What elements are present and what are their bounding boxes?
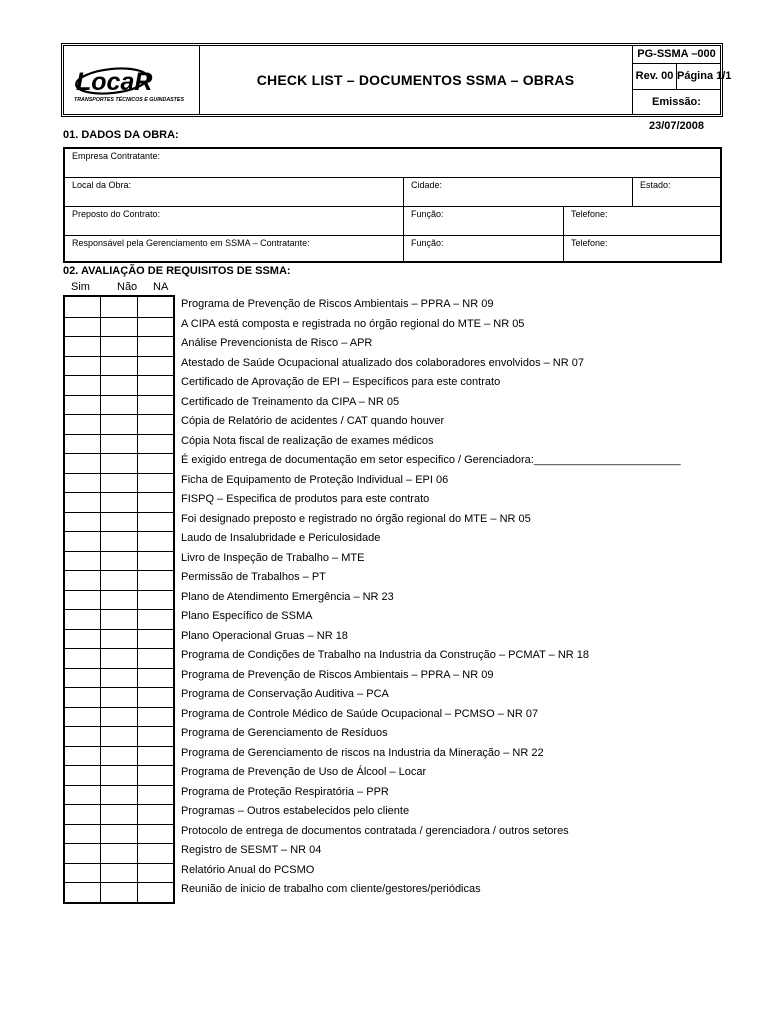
- checkbox-row: [65, 297, 173, 317]
- checklist-item: Plano Operacional Gruas – NR 18: [181, 629, 348, 642]
- checklist-items: [181, 295, 741, 900]
- checkbox-na[interactable]: [137, 747, 173, 766]
- checklist-item: Programas – Outros estabelecidos pelo cliente: [181, 805, 410, 817]
- logo-cell: [64, 46, 200, 114]
- checklist-item: Programa de Proteção Respiratória – PPR: [181, 785, 389, 798]
- checkbox-na[interactable]: [137, 649, 173, 668]
- checkbox-nao[interactable]: [100, 883, 136, 902]
- checkbox-nao[interactable]: [100, 610, 136, 629]
- checklist-item: Ficha de Equipamento de Proteção Individual – EPI 06: [181, 473, 449, 486]
- checkbox-row: [65, 336, 173, 356]
- checkbox-row: [65, 863, 173, 883]
- checklist-item: Protocolo de entrega de documentos contratada / gerenciadora / outros setores: [181, 824, 569, 837]
- checkbox-nao[interactable]: [100, 669, 136, 688]
- checklist-item: Plano Específico de SSMA: [181, 610, 313, 622]
- column-header-nao: Não: [117, 281, 138, 293]
- checkbox-sim[interactable]: [65, 396, 100, 415]
- checkbox-na[interactable]: [137, 376, 173, 395]
- checkbox-na[interactable]: [137, 708, 173, 727]
- checkbox-row: [65, 375, 173, 395]
- checklist-item: Livro de Inspeção de Trabalho – MTE: [181, 551, 365, 564]
- checkbox-sim[interactable]: [65, 297, 100, 317]
- checkbox-nao[interactable]: [100, 357, 136, 376]
- checkbox-nao[interactable]: [100, 454, 136, 473]
- checkbox-nao[interactable]: [100, 786, 136, 805]
- document-code: PG-SSMA –000: [633, 46, 720, 64]
- checkbox-sim[interactable]: [65, 552, 100, 571]
- checkbox-nao[interactable]: [100, 337, 136, 356]
- checklist-item: FISPQ – Especifica de produtos para este contrato: [181, 493, 430, 505]
- checkbox-row: [65, 804, 173, 824]
- cidade-field[interactable]: Cidade:: [403, 178, 632, 206]
- checklist-item: Programa de Condições de Trabalho na Industria da Construção – PCMAT – NR 18: [181, 649, 590, 661]
- checkbox-na[interactable]: [137, 552, 173, 571]
- checkbox-sim[interactable]: [65, 435, 100, 454]
- empresa-field[interactable]: Empresa Contratante:: [72, 151, 161, 161]
- checkbox-sim[interactable]: [65, 493, 100, 512]
- checkbox-sim[interactable]: [65, 415, 100, 434]
- checkbox-na[interactable]: [137, 493, 173, 512]
- checklist-item: Cópia de Relatório de acidentes / CAT quando houver: [181, 415, 445, 427]
- page-number: Página 1/1: [677, 64, 720, 90]
- checkbox-na[interactable]: [137, 454, 173, 473]
- checklist-item: A CIPA está composta e registrada no órgão regional do MTE – NR 05: [181, 317, 525, 330]
- checkbox-sim[interactable]: [65, 727, 100, 746]
- funcao-field-1[interactable]: Função:: [403, 207, 563, 235]
- local-obra-field[interactable]: Local da Obra:: [72, 180, 132, 190]
- checkbox-sim[interactable]: [65, 591, 100, 610]
- checkbox-sim[interactable]: [65, 318, 100, 337]
- checkbox-sim[interactable]: [65, 766, 100, 785]
- checkbox-na[interactable]: [137, 727, 173, 746]
- checkbox-row: [65, 882, 173, 902]
- checklist-item: Programa de Prevenção de Uso de Álcool – Locar: [181, 766, 427, 778]
- checkbox-nao[interactable]: [100, 825, 136, 844]
- checkbox-nao[interactable]: [100, 591, 136, 610]
- checkbox-row: [65, 531, 173, 551]
- checkbox-nao[interactable]: [100, 552, 136, 571]
- section-title-avaliacao: 02. AVALIAÇÃO DE REQUISITOS DE SSMA:: [63, 265, 291, 277]
- checkbox-na[interactable]: [137, 688, 173, 707]
- checkbox-sim[interactable]: [65, 805, 100, 824]
- checkbox-row: [65, 843, 173, 863]
- checklist-item: Programa de Controle Médico de Saúde Ocupacional – PCMSO – NR 07: [181, 707, 539, 720]
- checkbox-nao[interactable]: [100, 435, 136, 454]
- checkbox-row: [65, 668, 173, 688]
- checkbox-nao[interactable]: [100, 415, 136, 434]
- checkbox-row: [65, 512, 173, 532]
- checkbox-sim[interactable]: [65, 337, 100, 356]
- checklist-item: Relatório Anual do PCSMO: [181, 863, 315, 876]
- checkbox-na[interactable]: [137, 474, 173, 493]
- checkbox-row: [65, 356, 173, 376]
- checkbox-row: [65, 551, 173, 571]
- checkbox-nao[interactable]: [100, 844, 136, 863]
- checkbox-sim[interactable]: [65, 454, 100, 473]
- checkbox-row: [65, 746, 173, 766]
- checklist-item: Programa de Conservação Auditiva – PCA: [181, 688, 389, 700]
- checkbox-na[interactable]: [137, 591, 173, 610]
- checkbox-nao[interactable]: [100, 766, 136, 785]
- checkbox-na[interactable]: [137, 669, 173, 688]
- checklist-item: Plano de Atendimento Emergência – NR 23: [181, 590, 394, 603]
- checkbox-row: [65, 765, 173, 785]
- locar-logo: [72, 66, 192, 104]
- form-row-preposto: [65, 206, 720, 235]
- checkbox-na[interactable]: [137, 297, 173, 317]
- logo-wordmark: LocaR: [76, 68, 153, 96]
- checklist-item: Cópia Nota fiscal de realização de exames médicos: [181, 434, 434, 447]
- checkbox-row: [65, 414, 173, 434]
- checkbox-na[interactable]: [137, 513, 173, 532]
- checkbox-nao[interactable]: [100, 688, 136, 707]
- checkbox-nao[interactable]: [100, 493, 136, 512]
- checkbox-sim[interactable]: [65, 747, 100, 766]
- checkbox-na[interactable]: [137, 825, 173, 844]
- checklist-item: Programa de Prevenção de Riscos Ambientais – PPRA – NR 09: [181, 668, 494, 681]
- preposto-field[interactable]: Preposto do Contrato:: [72, 209, 161, 219]
- checkbox-na[interactable]: [137, 786, 173, 805]
- checklist-item: Programa de Gerenciamento de riscos na Industria da Mineração – NR 22: [181, 746, 544, 759]
- checkbox-sim[interactable]: [65, 786, 100, 805]
- checkbox-na[interactable]: [137, 357, 173, 376]
- checkbox-na[interactable]: [137, 630, 173, 649]
- checkbox-nao[interactable]: [100, 396, 136, 415]
- checkbox-na[interactable]: [137, 435, 173, 454]
- checkbox-row: [65, 707, 173, 727]
- checklist-item: Registro de SESMT – NR 04: [181, 844, 322, 856]
- checkbox-na[interactable]: [137, 396, 173, 415]
- checkbox-sim[interactable]: [65, 708, 100, 727]
- checkbox-nao[interactable]: [100, 571, 136, 590]
- checkbox-na[interactable]: [137, 864, 173, 883]
- column-header-sim: Sim: [71, 281, 90, 293]
- checkbox-nao[interactable]: [100, 513, 136, 532]
- checkbox-row: [65, 590, 173, 610]
- checkbox-sim[interactable]: [65, 883, 100, 902]
- checkbox-sim[interactable]: [65, 610, 100, 629]
- checkbox-na[interactable]: [137, 318, 173, 337]
- responsavel-ssma-field[interactable]: Responsável pela Gerenciamento em SSMA – Contratante:: [72, 238, 310, 248]
- checkbox-na[interactable]: [137, 532, 173, 551]
- checkbox-nao[interactable]: [100, 649, 136, 668]
- checkbox-row: [65, 726, 173, 746]
- checkbox-nao[interactable]: [100, 727, 136, 746]
- checkbox-sim[interactable]: [65, 669, 100, 688]
- checkbox-nao[interactable]: [100, 376, 136, 395]
- checkbox-nao[interactable]: [100, 532, 136, 551]
- column-header-na: NA: [153, 281, 169, 293]
- checkbox-row: [65, 434, 173, 454]
- checkbox-nao[interactable]: [100, 297, 136, 317]
- checkbox-sim[interactable]: [65, 630, 100, 649]
- checkbox-sim[interactable]: [65, 474, 100, 493]
- checkbox-row: [65, 824, 173, 844]
- checkbox-nao[interactable]: [100, 474, 136, 493]
- checklist-item: Laudo de Insalubridade e Periculosidade: [181, 532, 381, 544]
- checkbox-sim[interactable]: [65, 357, 100, 376]
- checkbox-nao[interactable]: [100, 318, 136, 337]
- checkbox-row: [65, 453, 173, 473]
- checkbox-row: [65, 785, 173, 805]
- dados-obra-form: [63, 147, 722, 263]
- document-header: [61, 43, 732, 132]
- form-row-responsavel: [65, 235, 720, 261]
- checklist-item: Permissão de Trabalhos – PT: [181, 571, 326, 583]
- checkbox-row: [65, 473, 173, 493]
- checkbox-nao[interactable]: [100, 630, 136, 649]
- checkbox-nao[interactable]: [100, 864, 136, 883]
- checklist-item: Análise Prevencionista de Risco – APR: [181, 337, 373, 349]
- checklist-item: Certificado de Treinamento da CIPA – NR 05: [181, 395, 400, 408]
- form-row-empresa: [65, 149, 720, 177]
- checkbox-sim[interactable]: [65, 844, 100, 863]
- checkbox-sim[interactable]: [65, 825, 100, 844]
- checkbox-sim[interactable]: [65, 376, 100, 395]
- checkbox-na[interactable]: [137, 844, 173, 863]
- checklist-item: Atestado de Saúde Ocupacional atualizado dos colaboradores envolvidos – NR 07: [181, 356, 584, 369]
- document-title: CHECK LIST – DOCUMENTOS SSMA – OBRAS: [199, 46, 633, 114]
- form-row-local: [65, 177, 720, 206]
- checklist-item: Foi designado preposto e registrado no órgão regional do MTE – NR 05: [181, 512, 531, 525]
- checkbox-sim[interactable]: [65, 571, 100, 590]
- checkbox-sim[interactable]: [65, 864, 100, 883]
- checklist-checkbox-grid: [63, 295, 175, 904]
- document-control-info: [633, 46, 732, 132]
- checkbox-nao[interactable]: [100, 708, 136, 727]
- checkbox-na[interactable]: [137, 610, 173, 629]
- checkbox-sim[interactable]: [65, 649, 100, 668]
- checkbox-row: [65, 317, 173, 337]
- checklist-item: Programa de Prevenção de Riscos Ambientais – PPRA – NR 09: [181, 298, 494, 310]
- checkbox-na[interactable]: [137, 766, 173, 785]
- checkbox-sim[interactable]: [65, 513, 100, 532]
- checklist-item: É exigido entrega de documentação em setor especifico / Gerenciadora:________________________: [181, 454, 681, 466]
- checkbox-row: [65, 395, 173, 415]
- section-title-dados-obra: 01. DADOS DA OBRA:: [63, 129, 179, 141]
- checkbox-row: [65, 570, 173, 590]
- checkbox-row: [65, 609, 173, 629]
- telefone-field-2[interactable]: Telefone:: [563, 236, 720, 261]
- checkbox-na[interactable]: [137, 415, 173, 434]
- funcao-field-2[interactable]: Função:: [403, 236, 563, 261]
- telefone-field-1[interactable]: Telefone:: [563, 207, 720, 235]
- checkbox-na[interactable]: [137, 883, 173, 902]
- estado-field[interactable]: Estado:: [632, 178, 720, 206]
- checkbox-nao[interactable]: [100, 747, 136, 766]
- checkbox-row: [65, 629, 173, 649]
- checkbox-row: [65, 687, 173, 707]
- checklist-item: Reunião de inicio de trabalho com cliente/gestores/periódicas: [181, 883, 481, 895]
- checkbox-na[interactable]: [137, 805, 173, 824]
- checkbox-sim[interactable]: [65, 532, 100, 551]
- checkbox-row: [65, 492, 173, 512]
- checkbox-sim[interactable]: [65, 688, 100, 707]
- revision-number: Rev. 00: [633, 64, 677, 90]
- checkbox-na[interactable]: [137, 571, 173, 590]
- issue-date: Emissão: 23/07/2008: [648, 96, 705, 132]
- logo-tagline: TRANSPORTES TÉCNICOS E GUINDASTES: [74, 97, 184, 103]
- checklist-item: Certificado de Aprovação de EPI – Específicos para este contrato: [181, 376, 501, 388]
- checkbox-na[interactable]: [137, 337, 173, 356]
- checkbox-row: [65, 648, 173, 668]
- checklist-item: Programa de Gerenciamento de Resíduos: [181, 727, 388, 739]
- checkbox-nao[interactable]: [100, 805, 136, 824]
